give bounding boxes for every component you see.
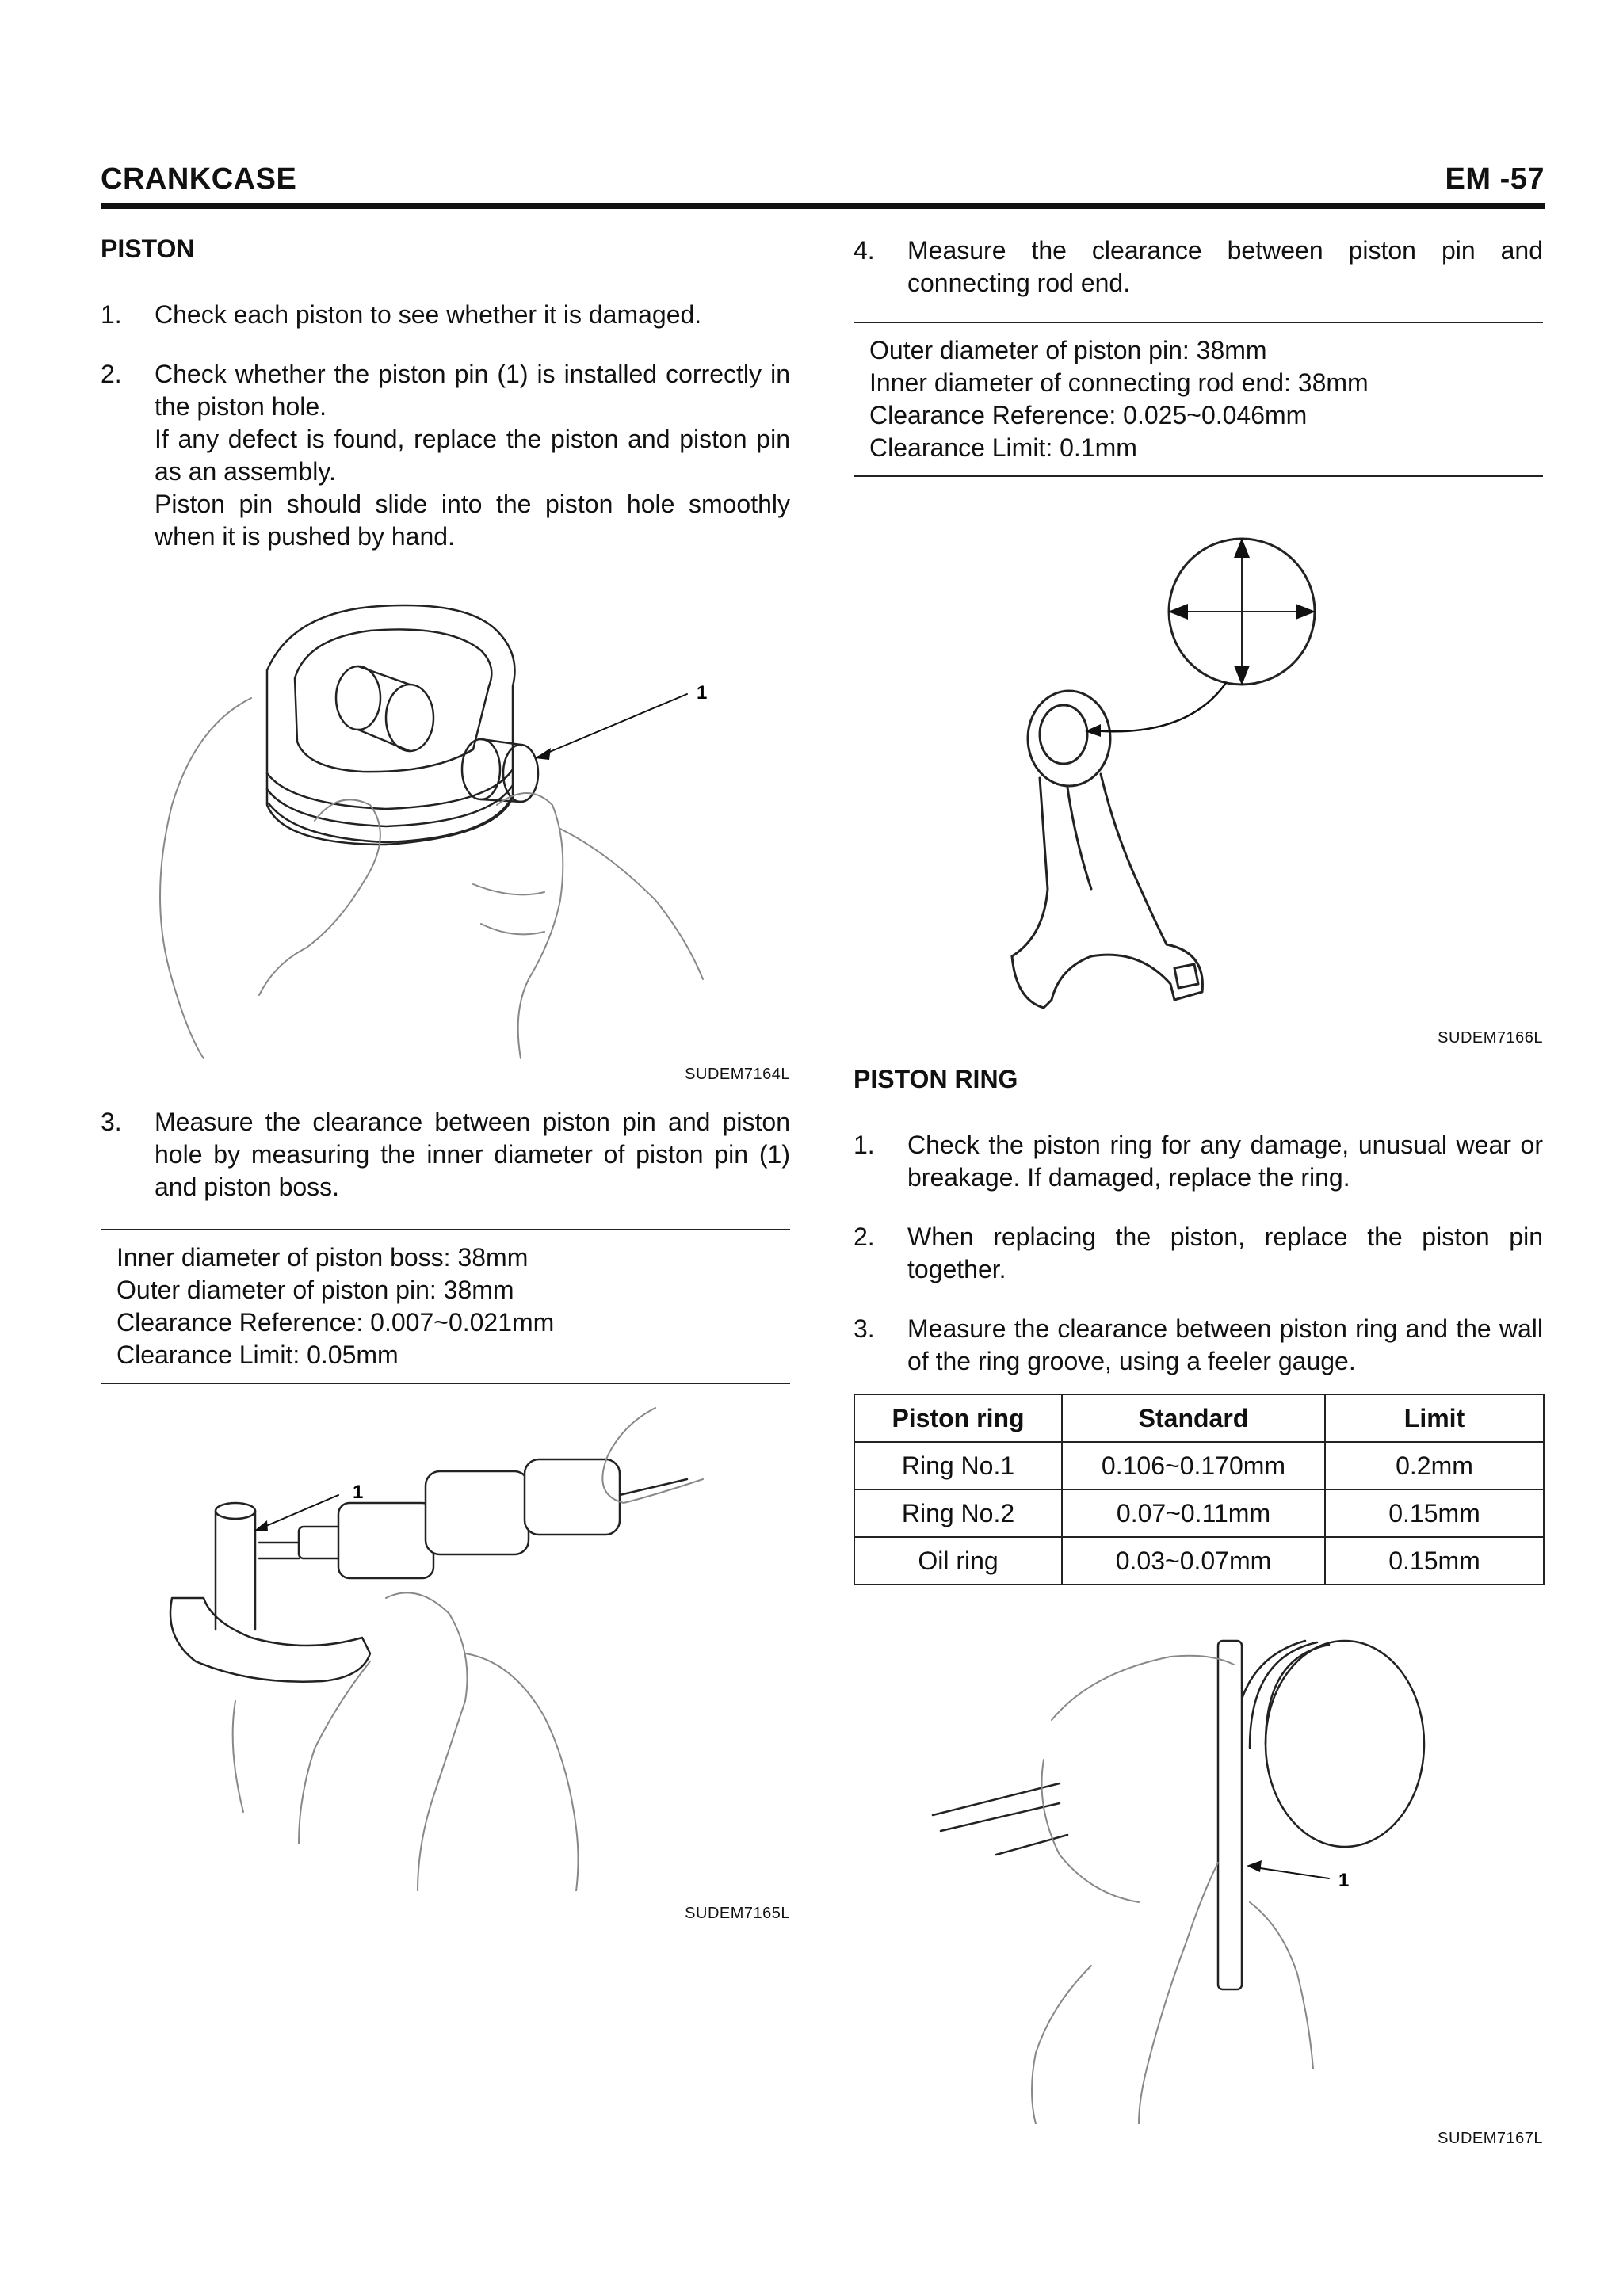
step-number: 4. [854,236,875,265]
table-header-row [854,1394,1544,1442]
figure-connecting-rod [854,493,1543,1047]
piston-step-3 [101,1106,790,1203]
figure-caption: SUDEM7166L [1438,1029,1543,1047]
spec-line: Inner diameter of piston boss: 38mm [116,1243,529,1272]
table-cell: 0.15mm [1325,1489,1544,1537]
callout-label: 1 [353,1482,364,1503]
figure-caption: SUDEM7167L [1438,2130,1543,2147]
table-cell: 0.2mm [1325,1442,1544,1489]
step-number: 2. [101,360,122,388]
step-text: Piston pin should slide into the piston hole smoothly when it is pushed by hand. [155,490,790,551]
table-cell: 0.03~0.07mm [1062,1537,1325,1585]
step-number: 2. [854,1222,875,1251]
step-text: Measure the clearance between piston pin and connecting rod end. [907,236,1543,297]
spec-line: Outer diameter of piston pin: 38mm [869,336,1267,364]
piston-ring-heading: PISTON RING [854,1065,1018,1093]
step-text: If any defect is found, replace the piston and piston pin as an assembly. [155,425,790,486]
micrometer-illustration [101,1400,790,1891]
page-header [101,162,1545,202]
column-header: Piston ring [854,1394,1062,1442]
step-text: Check whether the piston pin (1) is installed correctly in the piston hole. [155,360,790,421]
figure-micrometer [101,1400,790,1923]
step-number: 3. [101,1108,122,1136]
left-column [101,235,790,1923]
table-row [854,1442,1544,1489]
spec-line: Clearance Reference: 0.007~0.021mm [116,1308,555,1337]
table-cell: 0.07~0.11mm [1062,1489,1325,1537]
right-column [854,235,1543,2148]
spec-box-piston-boss [101,1229,790,1384]
spec-line: Clearance Reference: 0.025~0.046mm [869,401,1308,429]
piston-step-1 [101,299,790,331]
step-text: Measure the clearance between piston ring and the wall of the ring groove, using a feeler gauge. [907,1314,1543,1375]
column-header: Limit [1325,1394,1544,1442]
piston-step-4 [854,235,1543,299]
table-row [854,1537,1544,1585]
header-divider [101,203,1545,209]
spec-line: Outer diameter of piston pin: 38mm [116,1276,514,1304]
section-title: CRANKCASE [101,162,297,196]
step-text: Check each piston to see whether it is damaged. [155,300,702,329]
spec-line: Clearance Limit: 0.05mm [116,1341,399,1369]
figure-caption: SUDEM7165L [685,1905,790,1922]
table-cell: 0.15mm [1325,1537,1544,1585]
figure-piston-pin [101,567,790,1084]
callout-label: 1 [1338,1870,1350,1891]
connecting-rod-illustration [854,493,1543,1024]
step-text: Measure the clearance between piston pin and piston hole by measuring the inner diameter of piston pin (1) and piston boss. [155,1108,790,1201]
table-row [854,1489,1544,1537]
step-number: 1. [854,1131,875,1159]
ring-step-3 [854,1313,1543,1378]
ring-step-1 [854,1129,1543,1194]
table-cell: 0.106~0.170mm [1062,1442,1325,1489]
step-number: 1. [101,300,122,329]
figure-caption: SUDEM7164L [685,1066,790,1083]
step-text: Check the piston ring for any damage, unusual wear or breakage. If damaged, replace the ring. [907,1131,1543,1192]
column-header: Standard [1062,1394,1325,1442]
ring-step-2 [854,1221,1543,1286]
piston-ring-clearance-table [854,1394,1545,1585]
spec-line: Clearance Limit: 0.1mm [869,433,1137,462]
spec-line: Inner diameter of connecting rod end: 38mm [869,368,1369,397]
spec-box-connecting-rod [854,322,1543,477]
table-cell: Ring No.1 [854,1442,1062,1489]
callout-label: 1 [697,682,708,704]
table-cell: Oil ring [854,1537,1062,1585]
table-cell: Ring No.2 [854,1489,1062,1537]
piston-step-2 [101,358,790,553]
piston-pin-illustration [101,567,790,1062]
figure-feeler-gauge [854,1625,1543,2148]
feeler-gauge-illustration [854,1625,1543,2124]
step-number: 3. [854,1314,875,1343]
step-text: When replacing the piston, replace the piston pin together. [907,1222,1543,1283]
page-number: EM -57 [1445,162,1545,196]
piston-heading: PISTON [101,235,195,263]
